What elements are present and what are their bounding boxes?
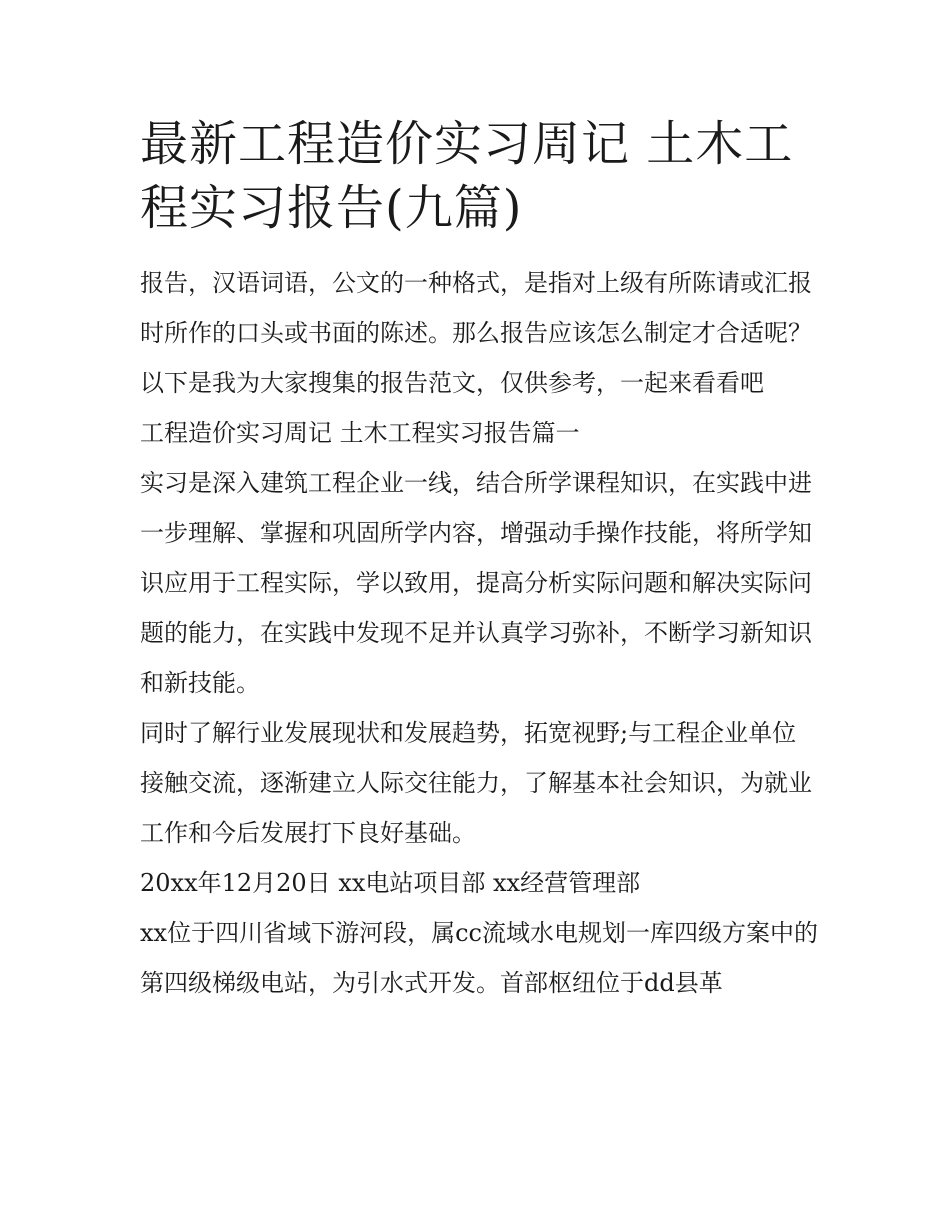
intro-paragraph: 报告，汉语词语，公文的一种格式，是指对上级有所陈请或汇报时所作的口头或书面的陈述。那么报告应该怎么制定才合适呢？以下是我为大家搜集的报告范文，仅供参考，一起来看看吧 (140, 269, 812, 397)
document-title: 最新工程造价实习周记 土木工程实习报告(九篇) (140, 116, 794, 236)
section-heading: 工程造价实习周记 土木工程实习报告篇一 (140, 419, 580, 447)
body-paragraph: 实习是深入建筑工程企业一线，结合所学课程知识，在实践中进一步理解、掌握和巩固所学内容，增强动手操作技能，将所学知识应用于工程实际，学以致用，提高分析实际问题和解决实际问题的能力，在实践中发现不足并认真学习弥补，不断学习新知识和新技能。 (140, 469, 812, 697)
document-page (140, 112, 820, 1008)
body-paragraph: xx位于四川省域下游河段，属cc流域水电规划一库四级方案中的第四级梯级电站，为引水式开发。首部枢纽位于dd县革 (140, 919, 818, 997)
body-paragraph: 同时了解行业发展现状和发展趋势，拓宽视野;与工程企业单位接触交流，逐渐建立人际交往能力，了解基本社会知识，为就业工作和今后发展打下良好基础。 (140, 719, 812, 847)
date-line: 20xx年12月20日 xx电站项目部 xx经营管理部 (140, 869, 641, 897)
